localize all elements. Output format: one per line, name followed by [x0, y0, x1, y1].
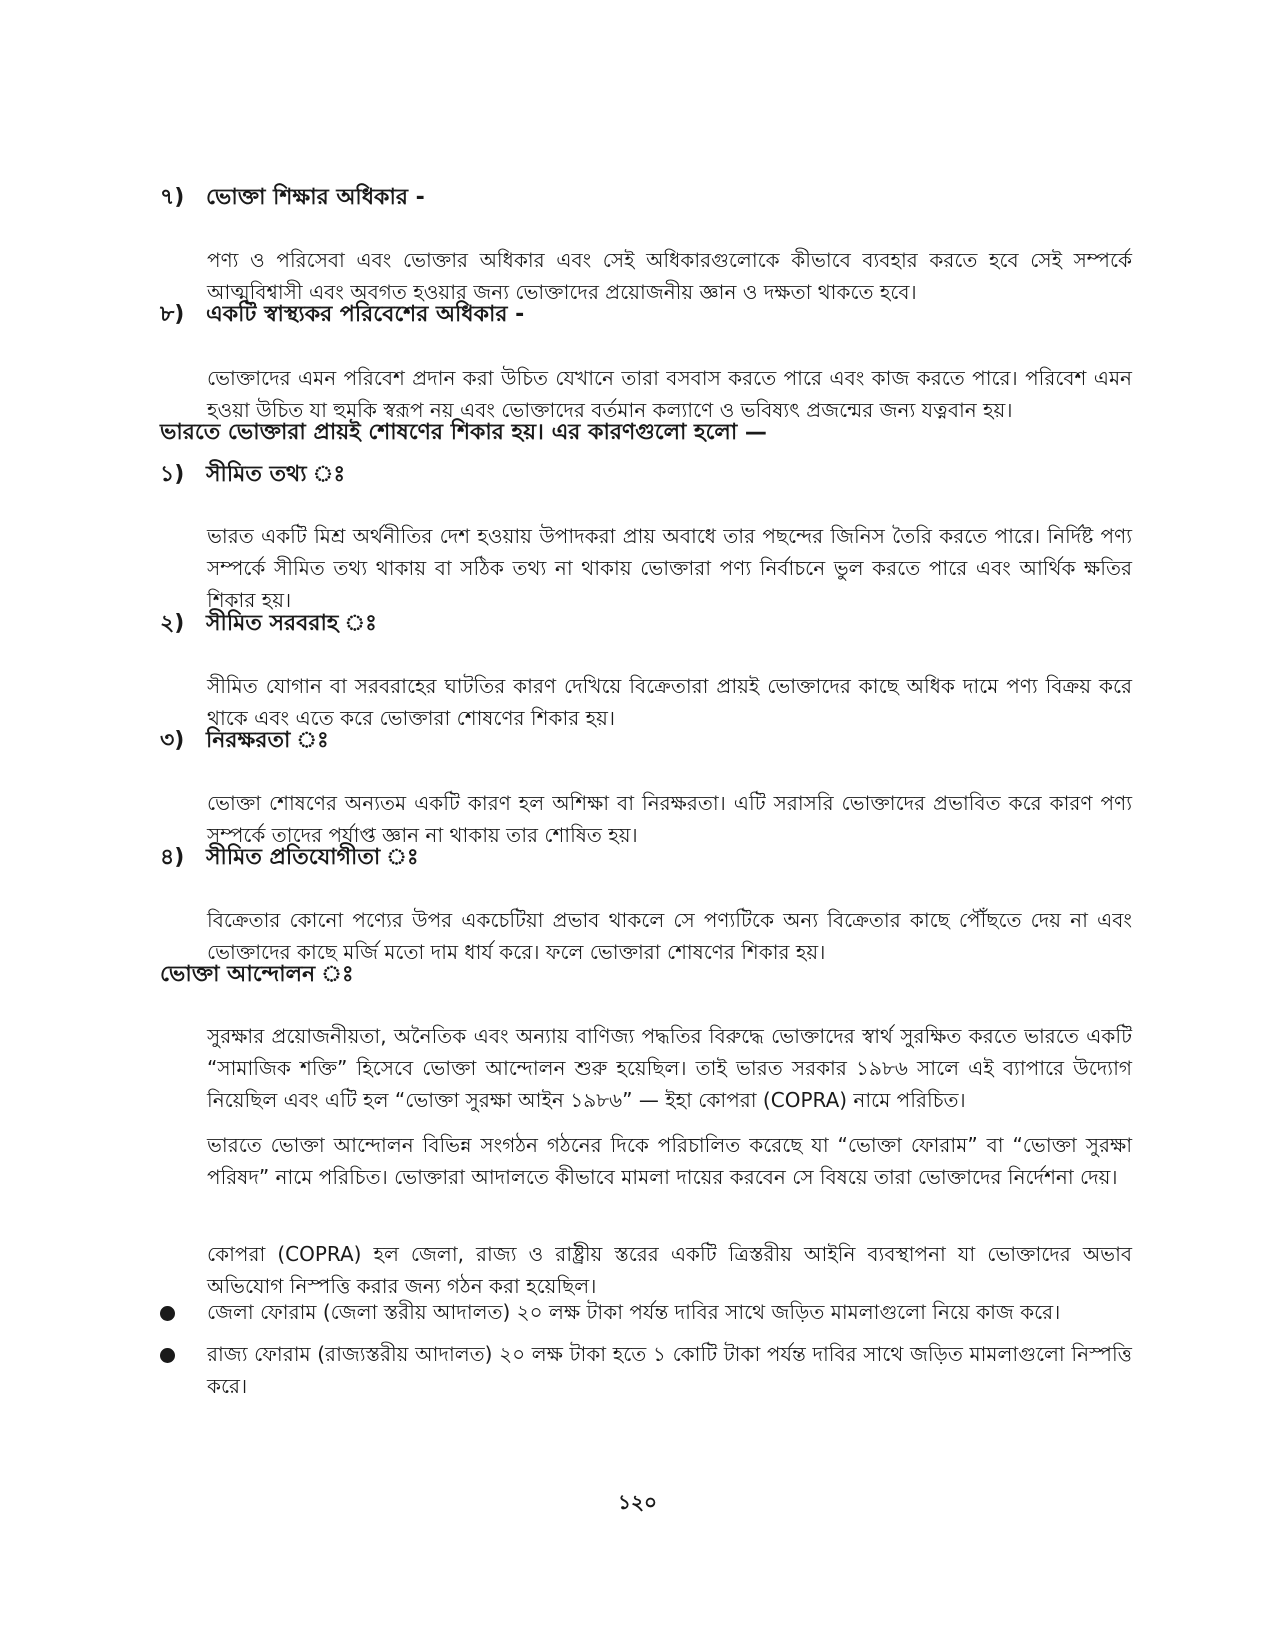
movement-paragraph-1: সুরক্ষার প্রয়োজনীয়তা, অনৈতিক এবং অন্যায় বাণিজ্য পদ্ধতির বিরুদ্ধে ভোক্তাদের স্বার্থ সুরক্ষিত করতে ভারতে একটি “সামাজিক শক্তি” হিসেবে ভোক্তা আন্দোলন শুরু হয়েছিল। তাই ভারত সরকার ১৯৮৬ সালে এই ব্যাপারে উদ্যোগ নিয়েছিল এবং এটি হল “ভোক্তা সুরক্ষা আইন ১৯৮৬” — ইহা কোপরা (COPRA) নামে পরিচিত। — [207, 1024, 1132, 1112]
reason-title: সীমিত সরবরাহ ঃ — [206, 611, 377, 636]
reason-number: ৩) — [160, 728, 185, 753]
reason-heading-3 — [160, 726, 329, 756]
bullet-text: জেলা ফোরাম (জেলা স্তরীয় আদালত) ২০ লক্ষ টাকা পর্যন্ত দাবির সাথে জড়িত মামলাগুলো নিয়ে কাজ করে। — [207, 1300, 1061, 1324]
movement-heading: ভোক্তা আন্দোলন ঃ — [160, 962, 354, 987]
reason-heading-4 — [160, 843, 419, 873]
reason-body-1: ভারত একটি মিশ্র অর্থনীতির দেশ হওয়ায় উপাদকরা প্রায় অবাধে তার পছন্দের জিনিস তৈরি করতে পারে। নির্দিষ্ট পণ্য সম্পর্কে সীমিত তথ্য থাকায় বা সঠিক তথ্য না থাকায় ভোক্তারা পণ্য নির্বাচনে ভুল করতে পারে এবং আর্থিক ক্ষতির শিকার হয়। — [207, 524, 1132, 612]
section-number: ৮) — [160, 302, 185, 327]
section-title: ভোক্তা শিক্ষার অধিকার - — [206, 185, 425, 210]
section-number: ৭) — [160, 185, 185, 210]
reason-title: সীমিত তথ্য ঃ — [206, 462, 346, 487]
section-body-8: ভোক্তাদের এমন পরিবেশ প্রদান করা উচিত যেখানে তারা বসবাস করতে পারে এবং কাজ করতে পারে। পরিবেশ এমন হওয়া উচিত যা হুমকি স্বরূপ নয় এবং ভোক্তাদের বর্তমান কল্যাণে ও ভবিষ্যৎ প্রজন্মের জন্য যত্নবান হয়। — [207, 366, 1132, 422]
reason-number: ২) — [160, 611, 185, 636]
movement-paragraph-3: কোপরা (COPRA) হল জেলা, রাজ্য ও রাষ্ট্রীয় স্তরের একটি ত্রিস্তরীয় আইনি ব্যবস্থাপনা যা ভোক্তাদের অভাব অভিযোগ নিস্পত্তি করার জন্য গঠন করা হয়েছিল। — [207, 1242, 1132, 1298]
reason-heading-2 — [160, 609, 377, 639]
exploitation-heading: ভারতে ভোক্তারা প্রায়ই শোষণের শিকার হয়। এর কারণগুলো হলো — — [160, 420, 767, 445]
reason-title: সীমিত প্রতিযোগীতা ঃ — [206, 845, 419, 870]
reason-body-3: ভোক্তা শোষণের অন্যতম একটি কারণ হল অশিক্ষা বা নিরক্ষরতা। এটি সরাসরি ভোক্তাদের প্রভাবিত করে কারণ পণ্য সম্পর্কে তাদের পর্যাপ্ত জ্ঞান না থাকায় তার শোষিত হয়। — [207, 791, 1132, 847]
reason-heading-1 — [160, 460, 345, 490]
reason-number: ৪) — [160, 845, 185, 870]
reason-number: ১) — [160, 462, 185, 487]
section-title: একটি স্বাস্থ্যকর পরিবেশের অধিকার - — [206, 302, 525, 327]
bullet-text: রাজ্য ফোরাম (রাজ্যস্তরীয় আদালত) ২০ লক্ষ টাকা হতে ১ কোটি টাকা পর্যন্ত দাবির সাথে জড়িত মামলাগুলো নিস্পত্তি করে। — [207, 1342, 1132, 1398]
bullet-icon — [160, 1348, 175, 1363]
section-body-7: পণ্য ও পরিসেবা এবং ভোক্তার অধিকার এবং সেই অধিকারগুলোকে কীভাবে ব্যবহার করতে হবে সেই সম্পর্কে আত্মবিশ্বাসী এবং অবগত হওয়ার জন্য ভোক্তাদের প্রয়োজনীয় জ্ঞান ও দক্ষতা থাকতে হবে। — [207, 248, 1132, 304]
page-number: ১২০ — [618, 1490, 657, 1514]
reason-body-2: সীমিত যোগান বা সরবরাহের ঘাটতির কারণ দেখিয়ে বিক্রেতারা প্রায়ই ভোক্তাদের কাছে অধিক দামে পণ্য বিক্রয় করে থাকে এবং এতে করে ভোক্তারা শোষণের শিকার হয়। — [207, 674, 1132, 730]
section-heading-8 — [160, 300, 524, 330]
reason-body-4: বিক্রেতার কোনো পণ্যের উপর একচেটিয়া প্রভাব থাকলে সে পণ্যটিকে অন্য বিক্রেতার কাছে পৌঁছতে দেয় না এবং ভোক্তাদের কাছে মর্জি মতো দাম ধার্য করে। ফলে ভোক্তারা শোষণের শিকার হয়। — [207, 908, 1132, 964]
reason-title: নিরক্ষরতা ঃ — [206, 728, 329, 753]
bullet-icon — [160, 1306, 175, 1321]
section-heading-7 — [160, 183, 425, 213]
movement-paragraph-2: ভারতে ভোক্তা আন্দোলন বিভিন্ন সংগঠন গঠনের দিকে পরিচালিত করেছে যা “ভোক্তা ফোরাম” বা “ভোক্তা সুরক্ষা পরিষদ” নামে পরিচিত। ভোক্তারা আদালতে কীভাবে মামলা দায়ের করবেন সে বিষয়ে তারা ভোক্তাদের নির্দেশনা দেয়। — [207, 1133, 1132, 1189]
